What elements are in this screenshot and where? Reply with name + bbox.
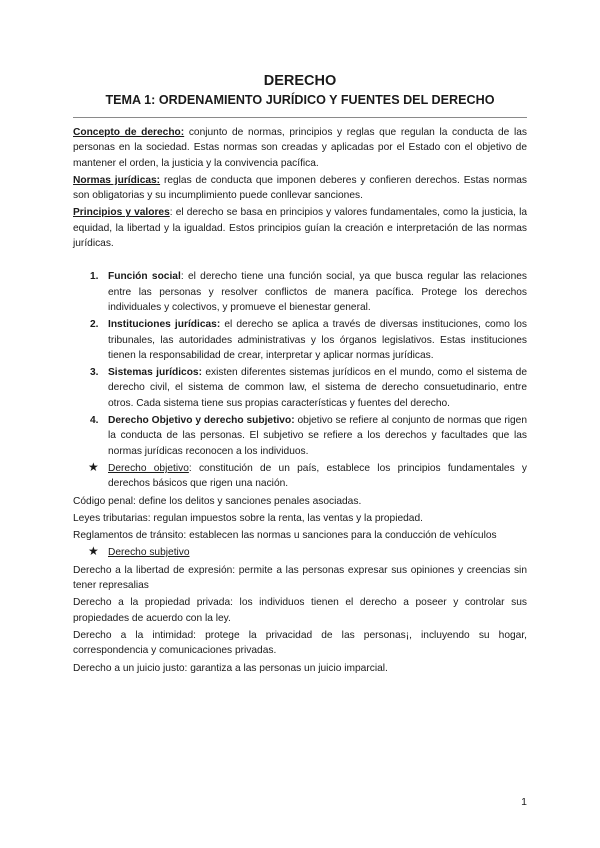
list-term: Función social [108,271,181,283]
list-item [73,269,527,315]
intro-paragraph-concepto [73,125,527,171]
objetivo-text: : constitución de un país, establece los principios fundamentales y derechos básicos que rigen una nación. [108,462,528,490]
objetivo-line: Leyes tributarias: regulan impuestos sobre la renta, las ventas y la propiedad. [73,512,423,524]
numbered-list [73,269,527,459]
subjetivo-line: Derecho a la intimidad: protege la privacidad de las personas¡, incluyendo su hogar, correspondencia y comunicaciones privadas. [73,629,527,657]
list-text: : el derecho tiene una función social, ya que busca regular las relaciones entre las personas y resolver conflictos de manera pacífica. Protege los derechos individuales y colectivos, y promueve el bienestar general. [108,271,528,313]
list-number: 3. [90,367,99,379]
title-divider [73,117,527,118]
document-page [73,72,527,678]
subjetivo-line: Derecho a la propiedad privada: los individuos tienen el derecho a poseer y controlar sus propiedades de acuerdo con la ley. [73,597,527,624]
star-icon: ★ [88,544,99,559]
list-term: Sistemas jurídicos: [108,367,202,379]
section-spacer [73,253,527,269]
list-text: el derecho se aplica a través de diversas instituciones, como los tribunales, las autoridades administrativas y los órganos legislativos. Estas instituciones tienen la responsabilidad de crear, interpretar y aplicar normas jurídicas. [108,319,527,361]
list-term: Derecho Objetivo y derecho subjetivo: [108,415,295,427]
subjetivo-line: Derecho a un juicio justo: garantiza a las personas un juicio imparcial. [73,662,388,674]
page-number: 1 [521,795,527,808]
term-text: reglas de conducta que imponen deberes y confieren derechos. Estas normas son obligatorias y su incumplimiento puede conllevar sanciones. [73,174,527,202]
list-text: existen diferentes sistemas jurídicos en el mundo, como el sistema de derecho civil, el sistema de common law, el sistema de derecho consuetudinario, entre otros. Cada sistema tiene sus propias características y fuentes del derecho. [108,367,527,409]
term-label: Normas jurídicas: [73,174,161,186]
list-term: Instituciones jurídicas: [108,319,221,331]
star-item-objetivo [73,461,527,492]
objetivo-line: Código penal: define los delitos y sanciones penales asociadas. [73,495,362,507]
star-item-subjetivo [73,545,527,560]
term-label: Principios y valores [73,207,170,219]
intro-paragraph-principios [73,205,527,251]
objetivo-term: Derecho objetivo [108,462,189,474]
objetivo-line: Reglamentos de tránsito: establecen las normas u sanciones para la conducción de vehículos [73,530,497,542]
list-number: 2. [90,319,99,331]
document-title: DERECHO [263,73,337,89]
list-number: 4. [90,415,99,427]
document-subtitle: TEMA 1: ORDENAMIENTO JURÍDICO Y FUENTES DEL DERECHO [105,93,495,107]
list-item [73,413,527,459]
list-item [73,365,527,411]
subjetivo-term: Derecho subjetivo [108,547,190,559]
subjetivo-line: Derecho a la libertad de expresión: permite a las personas expresar sus opiniones y creencias sin tener represalias [73,564,527,592]
term-text: conjunto de normas, principios y reglas que regulan la conducta de las personas en la sociedad. Estas normas son creadas y aplicadas por el Estado con el objetivo de mantener el orden, la justicia y la convivencia pacífica. [73,127,527,169]
list-number: 1. [90,271,99,283]
term-label: Concepto de derecho: [73,127,185,138]
term-text: : el derecho se basa en principios y valores fundamentales, como la justicia, la equidad, la libertad y la igualdad. Estos principios guían la creación e interpretación de las normas jurídicas. [73,207,528,250]
star-icon: ★ [88,459,99,474]
list-text: objetivo se refiere al conjunto de normas que rigen la conducta de las personas. El subjetivo se refiere a los derechos y facultades que las normas jurídicas reconocen a los individuos. [108,415,527,457]
list-item [73,317,527,363]
intro-paragraph-normas [73,173,527,204]
